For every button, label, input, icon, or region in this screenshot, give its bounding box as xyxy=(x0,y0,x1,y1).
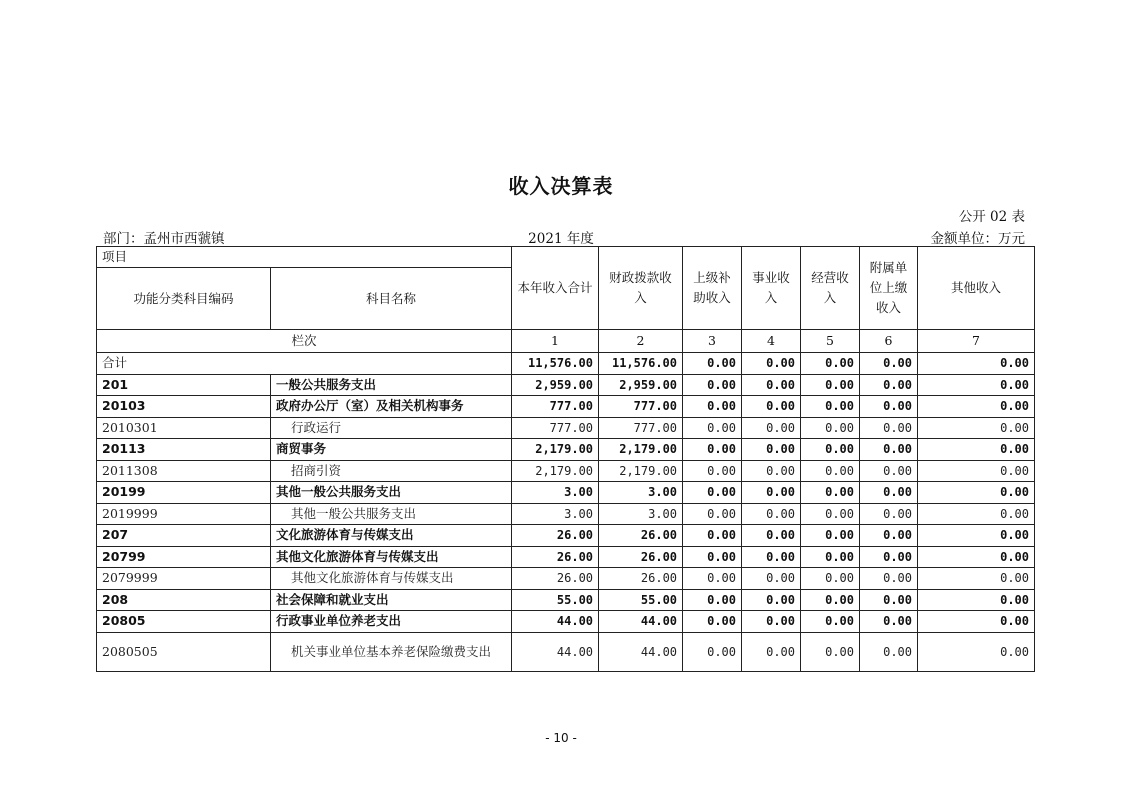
header-col2: 财政拨款收入 xyxy=(599,247,683,330)
value-cell: 777.00 xyxy=(512,396,599,418)
value-cell: 0.00 xyxy=(683,353,742,375)
code-cell: 2019999 xyxy=(97,503,271,525)
col-number: 6 xyxy=(860,330,918,353)
header-col6: 附属单位上缴收入 xyxy=(860,247,918,330)
value-cell: 2,959.00 xyxy=(512,374,599,396)
table-row xyxy=(97,439,1035,461)
value-cell: 0.00 xyxy=(683,568,742,590)
name-cell: 政府办公厅（室）及相关机构事务 xyxy=(271,396,512,418)
value-cell: 0.00 xyxy=(801,525,860,547)
value-cell: 0.00 xyxy=(742,525,801,547)
col-number: 5 xyxy=(801,330,860,353)
value-cell: 3.00 xyxy=(512,503,599,525)
header-lanci: 栏次 xyxy=(97,330,512,353)
value-cell: 0.00 xyxy=(683,525,742,547)
department-label: 部门：孟州市西虢镇 xyxy=(103,231,225,247)
name-cell: 社会保障和就业支出 xyxy=(271,589,512,611)
value-cell: 0.00 xyxy=(918,482,1035,504)
value-cell: 0.00 xyxy=(742,417,801,439)
value-cell: 0.00 xyxy=(801,632,860,671)
value-cell: 0.00 xyxy=(918,353,1035,375)
value-cell: 0.00 xyxy=(918,568,1035,590)
value-cell: 0.00 xyxy=(801,611,860,633)
value-cell: 0.00 xyxy=(860,525,918,547)
value-cell: 0.00 xyxy=(860,482,918,504)
value-cell: 0.00 xyxy=(918,439,1035,461)
name-cell: 其他一般公共服务支出 xyxy=(271,482,512,504)
value-cell: 44.00 xyxy=(512,611,599,633)
table-row xyxy=(97,460,1035,482)
value-cell: 0.00 xyxy=(742,482,801,504)
name-cell: 其他一般公共服务支出 xyxy=(271,503,512,525)
value-cell: 0.00 xyxy=(742,396,801,418)
value-cell: 0.00 xyxy=(801,568,860,590)
value-cell: 0.00 xyxy=(801,374,860,396)
code-cell: 20103 xyxy=(97,396,271,418)
code-cell: 208 xyxy=(97,589,271,611)
value-cell: 0.00 xyxy=(918,611,1035,633)
value-cell: 777.00 xyxy=(512,417,599,439)
value-cell: 0.00 xyxy=(683,460,742,482)
header-col5: 经营收入 xyxy=(801,247,860,330)
value-cell: 0.00 xyxy=(742,546,801,568)
code-cell: 20805 xyxy=(97,611,271,633)
name-cell: 行政运行 xyxy=(271,417,512,439)
value-cell: 0.00 xyxy=(801,589,860,611)
value-cell: 0.00 xyxy=(801,396,860,418)
value-cell: 0.00 xyxy=(742,632,801,671)
value-cell: 55.00 xyxy=(512,589,599,611)
value-cell: 3.00 xyxy=(599,503,683,525)
name-cell: 其他文化旅游体育与传媒支出 xyxy=(271,546,512,568)
value-cell: 0.00 xyxy=(683,417,742,439)
value-cell: 0.00 xyxy=(860,568,918,590)
value-cell: 55.00 xyxy=(599,589,683,611)
name-cell: 机关事业单位基本养老保险缴费支出 xyxy=(271,632,512,671)
code-cell: 20199 xyxy=(97,482,271,504)
name-cell: 招商引资 xyxy=(271,460,512,482)
table-row xyxy=(97,568,1035,590)
header-project: 项目 xyxy=(97,247,512,268)
value-cell: 777.00 xyxy=(599,396,683,418)
value-cell: 0.00 xyxy=(860,417,918,439)
value-cell: 0.00 xyxy=(801,353,860,375)
code-cell: 201 xyxy=(97,374,271,396)
header-name: 科目名称 xyxy=(271,268,512,330)
value-cell: 0.00 xyxy=(860,374,918,396)
value-cell: 44.00 xyxy=(512,632,599,671)
header-col7: 其他收入 xyxy=(918,247,1035,330)
code-cell: 2079999 xyxy=(97,568,271,590)
code-cell: 20113 xyxy=(97,439,271,461)
value-cell: 0.00 xyxy=(860,632,918,671)
value-cell: 0.00 xyxy=(918,417,1035,439)
value-cell: 44.00 xyxy=(599,611,683,633)
table-row xyxy=(97,417,1035,439)
header-col3: 上级补助收入 xyxy=(683,247,742,330)
value-cell: 2,179.00 xyxy=(512,439,599,461)
value-cell: 26.00 xyxy=(512,568,599,590)
code-cell: 2011308 xyxy=(97,460,271,482)
name-cell: 行政事业单位养老支出 xyxy=(271,611,512,633)
value-cell: 2,179.00 xyxy=(599,439,683,461)
name-cell: 一般公共服务支出 xyxy=(271,374,512,396)
value-cell: 777.00 xyxy=(599,417,683,439)
value-cell: 0.00 xyxy=(683,439,742,461)
value-cell: 2,959.00 xyxy=(599,374,683,396)
value-cell: 0.00 xyxy=(742,503,801,525)
value-cell: 0.00 xyxy=(683,611,742,633)
value-cell: 0.00 xyxy=(801,482,860,504)
col-number: 2 xyxy=(599,330,683,353)
table-row xyxy=(97,525,1035,547)
value-cell: 26.00 xyxy=(512,525,599,547)
value-cell: 0.00 xyxy=(801,460,860,482)
col-number: 3 xyxy=(683,330,742,353)
value-cell: 0.00 xyxy=(860,611,918,633)
value-cell: 0.00 xyxy=(860,589,918,611)
value-cell: 3.00 xyxy=(512,482,599,504)
income-table xyxy=(96,246,1035,672)
value-cell: 0.00 xyxy=(683,374,742,396)
value-cell: 26.00 xyxy=(599,568,683,590)
table-row xyxy=(97,503,1035,525)
value-cell: 0.00 xyxy=(860,353,918,375)
value-cell: 0.00 xyxy=(860,546,918,568)
value-cell: 0.00 xyxy=(683,589,742,611)
value-cell: 0.00 xyxy=(918,374,1035,396)
total-row xyxy=(97,353,1035,375)
value-cell: 0.00 xyxy=(801,439,860,461)
value-cell: 44.00 xyxy=(599,632,683,671)
col-number: 4 xyxy=(742,330,801,353)
value-cell: 0.00 xyxy=(860,503,918,525)
value-cell: 0.00 xyxy=(918,632,1035,671)
name-cell: 文化旅游体育与传媒支出 xyxy=(271,525,512,547)
value-cell: 0.00 xyxy=(683,632,742,671)
value-cell: 0.00 xyxy=(918,460,1035,482)
value-cell: 0.00 xyxy=(742,460,801,482)
amount-unit-label: 金额单位：万元 xyxy=(930,231,1025,247)
value-cell: 0.00 xyxy=(801,417,860,439)
value-cell: 0.00 xyxy=(742,374,801,396)
name-cell: 商贸事务 xyxy=(271,439,512,461)
header-col4: 事业收入 xyxy=(742,247,801,330)
value-cell: 26.00 xyxy=(599,525,683,547)
value-cell: 0.00 xyxy=(918,503,1035,525)
table-row xyxy=(97,632,1035,671)
table-row xyxy=(97,396,1035,418)
code-cell: 207 xyxy=(97,525,271,547)
table-row xyxy=(97,482,1035,504)
value-cell: 0.00 xyxy=(683,546,742,568)
value-cell: 0.00 xyxy=(918,525,1035,547)
value-cell: 0.00 xyxy=(860,396,918,418)
value-cell: 0.00 xyxy=(860,439,918,461)
code-cell: 20799 xyxy=(97,546,271,568)
value-cell: 0.00 xyxy=(742,611,801,633)
header-code: 功能分类科目编码 xyxy=(97,268,271,330)
value-cell: 3.00 xyxy=(599,482,683,504)
value-cell: 0.00 xyxy=(918,546,1035,568)
code-cell: 2080505 xyxy=(97,632,271,671)
code-cell: 2010301 xyxy=(97,417,271,439)
value-cell: 11,576.00 xyxy=(599,353,683,375)
table-row xyxy=(97,546,1035,568)
value-cell: 0.00 xyxy=(742,589,801,611)
form-number: 公开 02 表 xyxy=(958,209,1025,225)
total-label: 合计 xyxy=(97,353,512,375)
value-cell: 26.00 xyxy=(512,546,599,568)
page-number: - 10 - xyxy=(545,731,577,745)
value-cell: 2,179.00 xyxy=(599,460,683,482)
value-cell: 11,576.00 xyxy=(512,353,599,375)
col-number: 7 xyxy=(918,330,1035,353)
value-cell: 26.00 xyxy=(599,546,683,568)
value-cell: 0.00 xyxy=(683,396,742,418)
value-cell: 0.00 xyxy=(801,546,860,568)
value-cell: 0.00 xyxy=(918,589,1035,611)
col-number: 1 xyxy=(512,330,599,353)
table-row xyxy=(97,589,1035,611)
fiscal-year-label: 2021 年度 xyxy=(528,231,594,247)
value-cell: 0.00 xyxy=(683,503,742,525)
value-cell: 2,179.00 xyxy=(512,460,599,482)
table-row xyxy=(97,611,1035,633)
table-row xyxy=(97,374,1035,396)
value-cell: 0.00 xyxy=(918,396,1035,418)
value-cell: 0.00 xyxy=(742,439,801,461)
name-cell: 其他文化旅游体育与传媒支出 xyxy=(271,568,512,590)
header-col1: 本年收入合计 xyxy=(512,247,599,330)
value-cell: 0.00 xyxy=(860,460,918,482)
page-title: 收入决算表 xyxy=(508,174,614,198)
value-cell: 0.00 xyxy=(801,503,860,525)
value-cell: 0.00 xyxy=(742,568,801,590)
value-cell: 0.00 xyxy=(742,353,801,375)
value-cell: 0.00 xyxy=(683,482,742,504)
